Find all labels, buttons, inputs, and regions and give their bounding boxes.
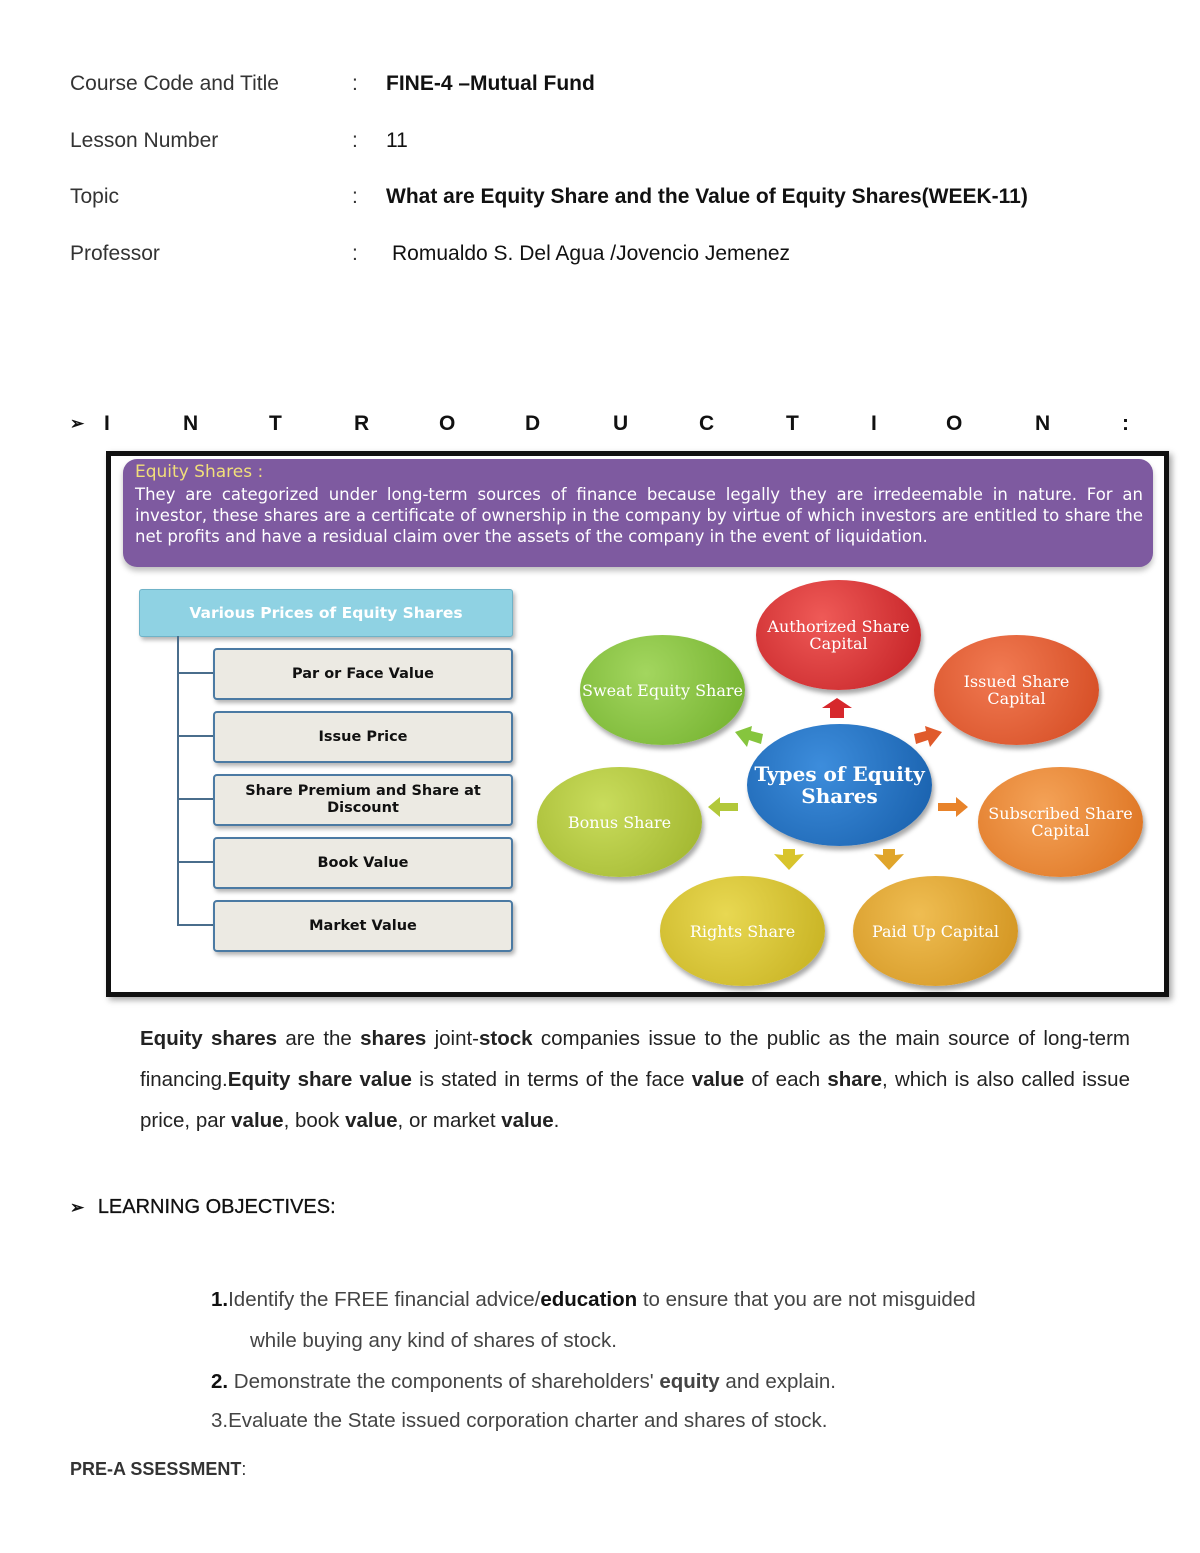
objectives-heading — [70, 1196, 336, 1219]
type-circle-sweat: Sweat Equity Share — [580, 635, 745, 745]
objective-item-2 — [211, 1370, 836, 1394]
text-span: is stated in terms of the face — [411, 1068, 692, 1091]
type-circle-rights: Rights Share — [660, 876, 825, 986]
header-sep: : — [352, 242, 358, 265]
text-span: value — [501, 1109, 554, 1132]
type-circle-authorized: Authorized Share Capital — [756, 580, 921, 690]
price-box: Book Value — [213, 837, 513, 889]
tree-branch — [177, 735, 213, 737]
intro-letter: O — [439, 412, 456, 435]
pre-assessment-colon: : — [241, 1459, 247, 1479]
pre-assessment-heading — [70, 1459, 246, 1480]
prices-heading: Various Prices of Equity Shares — [139, 589, 513, 637]
text-span: shares — [360, 1027, 427, 1050]
course-title: FINE-4 –Mutual Fund — [386, 72, 595, 95]
text-span: share — [827, 1068, 883, 1091]
arrow-down-right-icon — [873, 849, 905, 871]
header-key: Topic — [70, 185, 120, 208]
header-sep: : — [352, 72, 358, 95]
objective-text: Identify the FREE financial advice/ — [228, 1288, 541, 1311]
type-circle-issued: Issued Share Capital — [934, 635, 1099, 745]
intro-letter: C — [699, 412, 715, 435]
professor-name: Romualdo S. Del Agua /Jovencio Jemenez — [392, 242, 791, 265]
banner-title: Equity Shares : — [135, 462, 264, 482]
objective-text: and explain. — [719, 1370, 836, 1393]
text-span: of each — [744, 1068, 828, 1091]
objective-emphasis: education — [540, 1288, 638, 1311]
intro-letter: D — [525, 412, 541, 435]
intro-letter: T — [786, 412, 799, 435]
arrow-up-icon — [821, 697, 853, 719]
pre-assessment-label: PRE-A SSESSMENT — [70, 1459, 242, 1479]
equity-shares-figure — [106, 451, 1169, 997]
intro-letter: U — [613, 412, 629, 435]
type-circle-paid-up: Paid Up Capital — [853, 876, 1018, 986]
tree-connector — [177, 636, 179, 925]
intro-letter: N — [183, 412, 199, 435]
objective-text: Demonstrate the components of shareholders' — [228, 1370, 660, 1393]
objective-number: 1. — [211, 1288, 229, 1311]
arrow-left-up-icon — [733, 726, 765, 748]
price-box: Par or Face Value — [213, 648, 513, 700]
objective-text: to ensure that you are not misguided — [637, 1288, 976, 1311]
text-span: , which is also called issue price, par — [140, 1068, 1130, 1132]
banner-text: They are categorized under long-term sources of finance because legally they are irredeemable in nature. For an investor, these shares are a certificate of ownership in the company by virtue of which investors are entitled to share the net profits and have a residual claim over the assets of the company in the event of liquidation. — [135, 485, 1143, 546]
intro-letter: I — [871, 412, 877, 435]
arrow-bullet-icon: ➢ — [70, 414, 85, 433]
objective-item-1 — [211, 1288, 976, 1312]
text-span: joint- — [426, 1027, 479, 1050]
objective-item-3: 3.Evaluate the State issued corporation charter and shares of stock. — [211, 1409, 828, 1432]
text-span: companies issue to the public as the main source of long-term financing. — [140, 1027, 1130, 1091]
intro-letter: : — [1122, 412, 1129, 435]
tree-branch — [177, 861, 213, 863]
header-key: Professor — [70, 242, 160, 265]
introduction-heading — [70, 412, 1130, 438]
text-span: , or market — [397, 1109, 502, 1132]
header-key: Course Code and Title — [70, 72, 279, 95]
intro-letter: I — [104, 412, 110, 435]
objective-emphasis: equity — [659, 1370, 720, 1393]
objective-number: 2. — [211, 1370, 229, 1393]
topic-title: What are Equity Share and the Value of Equity Shares(WEEK-11) — [386, 185, 1028, 208]
intro-letter: R — [354, 412, 370, 435]
price-box: Share Premium and Share at Discount — [213, 774, 513, 826]
arrow-bullet-icon: ➢ — [70, 1198, 85, 1217]
price-box: Market Value — [213, 900, 513, 952]
type-circle-bonus: Bonus Share — [537, 767, 702, 877]
header-sep: : — [352, 185, 358, 208]
type-circle-subscribed: Subscribed Share Capital — [978, 767, 1143, 877]
objectives-title: LEARNING OBJECTIVES: — [97, 1196, 336, 1218]
equity-shares-paragraph — [140, 1018, 1130, 1141]
text-span: are the — [277, 1027, 361, 1050]
arrow-right-up-icon — [912, 726, 944, 748]
text-span: stock — [479, 1027, 533, 1050]
text-span: value — [691, 1068, 745, 1091]
types-center-circle: Types of Equity Shares — [747, 724, 932, 846]
text-span: . — [553, 1109, 560, 1132]
tree-branch — [177, 798, 213, 800]
tree-branch — [177, 924, 213, 926]
header-key: Lesson Number — [70, 129, 219, 152]
objective-item-1-continued: while buying any kind of shares of stock. — [250, 1329, 617, 1352]
intro-letter: O — [946, 412, 963, 435]
equity-shares-banner — [123, 459, 1153, 567]
price-box: Issue Price — [213, 711, 513, 763]
header-sep: : — [352, 129, 358, 152]
intro-letter: T — [269, 412, 282, 435]
arrow-left-icon — [707, 796, 739, 818]
text-span: Equity shares — [140, 1027, 278, 1050]
arrow-right-icon — [937, 796, 969, 818]
text-span: , book — [283, 1109, 346, 1132]
text-span: value — [231, 1109, 284, 1132]
lesson-number: 11 — [386, 129, 408, 152]
arrow-down-left-icon — [773, 849, 805, 871]
intro-letter: N — [1035, 412, 1051, 435]
text-span: value — [345, 1109, 398, 1132]
tree-branch — [177, 672, 213, 674]
text-span: Equity share value — [227, 1068, 412, 1091]
